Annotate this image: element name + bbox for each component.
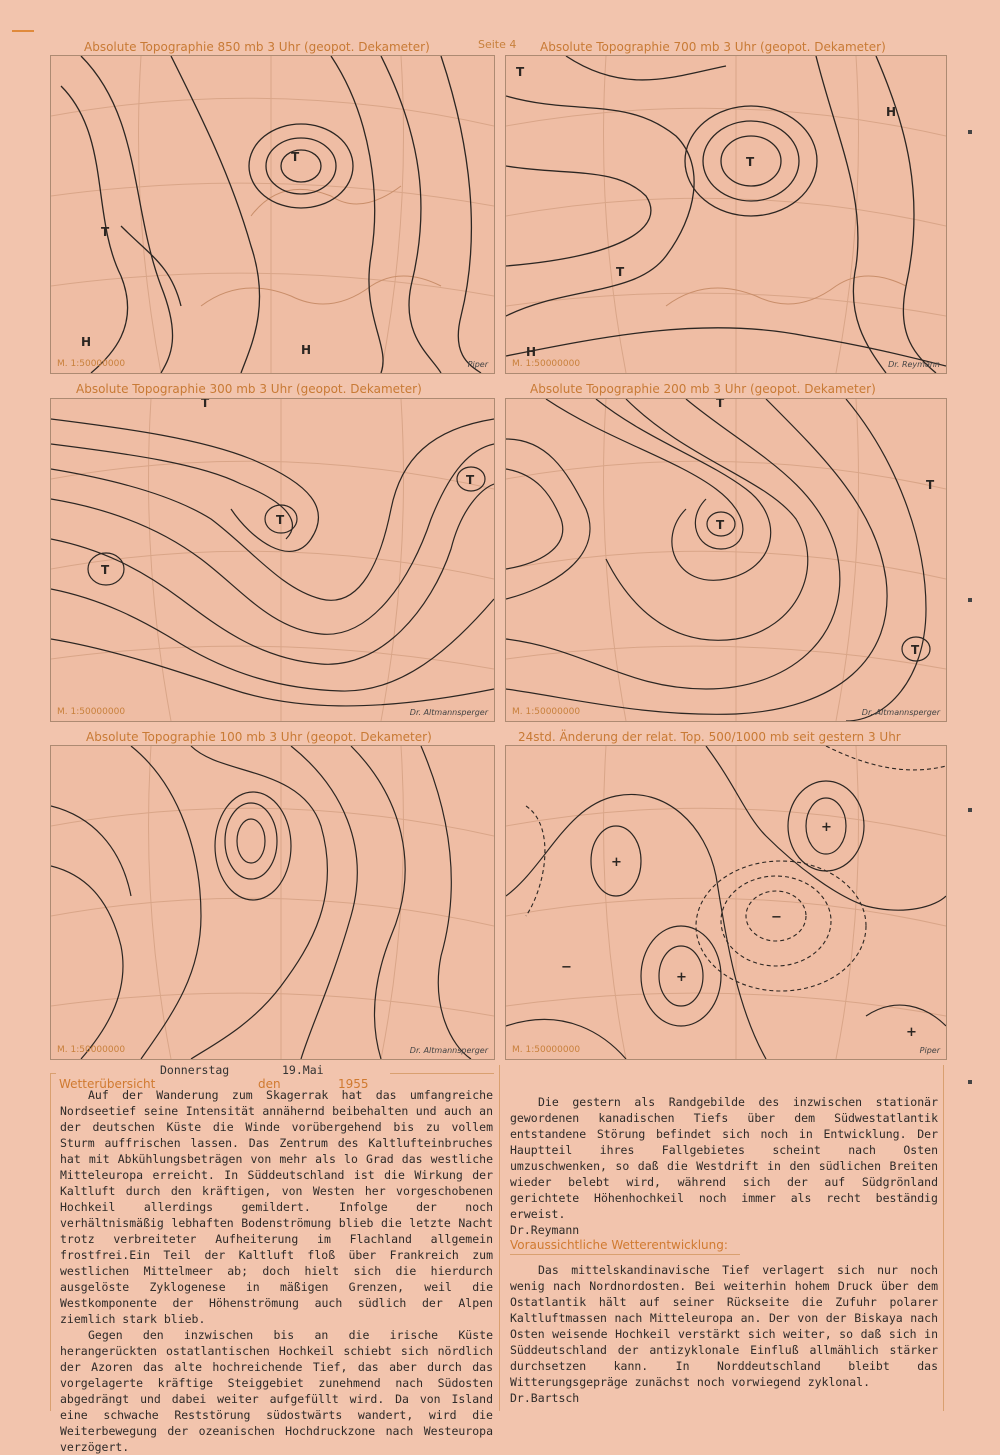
svg-text:T: T [466,473,475,487]
overview-text-left [60,1087,493,1455]
svg-text:T: T [716,518,725,532]
overview-title-join: den [258,1077,281,1091]
forecast-title: Voraussichtliche Wetterentwicklung: [510,1238,728,1252]
edge-punch-mark [968,808,972,812]
svg-text:H: H [301,343,312,357]
map-850mb-credit: Piper [467,360,488,369]
overview-signature: Dr.Reymann [510,1223,580,1237]
svg-text:T: T [746,155,755,169]
date-weekday: Donnerstag [160,1063,230,1077]
svg-text:T: T [101,225,110,239]
forecast-paragraph: Das mittelskandinavische Tief verlagert sich nur noch wenig nach Nordnordosten. Bei weiterhin hohem Druck über dem Ostatlantik hält auf seiner Rückseite die Zufuhr polarer Kaltluftmassen nach Mitteleuropa an. Der von der Biskaya nach Osten weisende Hochkeil verstärkt sich weiter, so daß sich in Süddeutschland der antizyklonale Einfluß allmählich stärker durchsetzen kann. In Norddeutschland bleibt das Witterungsgepräge zunächst noch vorwiegend zyklonal. [510,1263,938,1389]
svg-text:T: T [101,563,110,577]
svg-text:+: + [906,1025,917,1040]
svg-text:T: T [616,265,625,279]
date-day: 19.Mai [282,1063,324,1077]
map-200mb-contours [506,399,946,721]
edge-punch-mark [968,1080,972,1084]
map-100mb-scale: M. 1:50000000 [57,1045,126,1055]
edge-punch-mark [968,130,972,134]
svg-text:T: T [276,513,285,527]
forecast-text [510,1262,938,1406]
map-change-contours [506,746,946,1059]
map-100mb-credit: Dr. Altmannsperger [409,1046,488,1055]
map-300mb-credit: Dr. Altmannsperger [409,708,488,717]
svg-text:+: + [676,970,687,985]
map-change-500-1000 [505,745,947,1060]
map-title-700mb: Absolute Topographie 700 mb 3 Uhr (geopot. Dekameter) [540,40,886,54]
map-title-200mb: Absolute Topographie 200 mb 3 Uhr (geopot. Dekameter) [530,382,876,396]
map-850mb [50,55,495,374]
map-change-scale: M. 1:50000000 [512,1045,581,1055]
map-850mb-scale: M. 1:50000000 [57,359,126,369]
frame-line [390,1073,494,1074]
overview-year: 1955 [338,1077,369,1091]
frame-line [50,1073,51,1411]
forecast-signature: Dr.Bartsch [510,1391,580,1405]
map-300mb-scale: M. 1:50000000 [57,707,126,717]
map-200mb-credit: Dr. Altmannsperger [861,708,940,717]
svg-text:H: H [886,105,897,119]
svg-text:T: T [926,478,935,492]
map-100mb-contours [51,746,494,1059]
svg-text:T: T [201,399,210,410]
map-200mb-scale: M. 1:50000000 [512,707,581,717]
column-divider [499,1065,500,1411]
map-850mb-contours [51,56,494,373]
overview-text-right [510,1094,938,1238]
svg-text:−: − [771,910,782,925]
map-700mb-credit: Dr. Reymann [888,360,940,369]
overview-paragraph-3: Die gestern als Randgebilde des inzwischen stationär gewordenen kanadischen Tiefs über dem Südwestatlantik entstandene Störung befindet sich noch in Entwicklung. Der Hauptteil ihres Fallgebietes scheint nach Osten umzuschwenken, so daß die Westdrift in den südlichen Breiten wieder belebt wird, während sich der auf Südgrönland gerichtete Höhenhochkeil noch immer als recht beständig erweist. [510,1095,938,1221]
svg-text:T: T [516,65,525,79]
map-title-300mb: Absolute Topographie 300 mb 3 Uhr (geopot. Dekameter) [76,382,422,396]
map-300mb-contours [51,399,494,721]
svg-text:T: T [291,150,300,164]
map-200mb [505,398,947,722]
frame-line [943,1065,944,1411]
map-title-change: 24std. Änderung der relat. Top. 500/1000 mb seit gestern 3 Uhr [518,730,901,744]
map-300mb [50,398,495,722]
map-700mb [505,55,947,374]
svg-text:+: + [821,820,832,835]
map-100mb [50,745,495,1060]
svg-text:+: + [611,855,622,870]
edge-punch-mark [968,598,972,602]
corner-mark [12,30,34,32]
map-change-credit: Piper [919,1046,940,1055]
map-title-850mb: Absolute Topographie 850 mb 3 Uhr (geopot. Dekameter) [84,40,430,54]
forecast-title-underline [510,1254,740,1255]
map-title-100mb: Absolute Topographie 100 mb 3 Uhr (geopot. Dekameter) [86,730,432,744]
overview-title: Wetterübersicht [59,1077,156,1091]
overview-paragraph-1: Auf der Wanderung zum Skagerrak hat das umfangreiche Nordseetief seine Intensität annähernd beibehalten und auch an der deutschen Küste die Winde vorübergehend bis zu vollem Sturm auffrischen lassen. Das Zentrum des Kaltlufteinbruches hat mit Abkühlungsbeträgen von mehr als lo Grad das westliche Mitteleuropa erreicht. In Süddeutschland ist die Wirkung der Kaltluft durch den kräftigen, von Westen her vorgeschobenen Hochkeil allerdings gemildert. Infolge der noch verhältnismäßig lebhaften Bodenströmung blieb die letzte Nacht trotz verbreiteter Aufheiterung im Flachland allgemein frostfrei.Ein Teil der Kaltluft floß über Frankreich zum westlichen Mittelmeer ab; doch hielt sich die hierdurch ausgelöste Zyklogenese in mäßigen Grenzen, weil die Westkomponente der Höhenströmung auch südlich der Alpen ziemlich stark blieb. [60,1088,493,1326]
map-700mb-scale: M. 1:50000000 [512,359,581,369]
svg-text:H: H [81,335,92,349]
svg-text:T: T [911,643,920,657]
svg-text:−: − [561,960,572,975]
svg-text:H: H [526,345,537,359]
overview-paragraph-2: Gegen den inzwischen bis an die irische Küste herangerückten ostatlantischen Hochkeil schiebt sich nördlich der Azoren das alte hochreichende Tief, das aber durch das vorgelagerte kräftige Steiggebiet zunehmend nach Südosten abgedrängt und dabei weiter aufgefüllt wird. Da von Island eine schwache Reststörung südostwärts wandert, wird die Weiterbewegung der ozeanischen Hochdruckzone nach Westeuropa verzögert. [60,1328,493,1454]
page-number: Seite 4 [478,38,517,51]
map-700mb-contours [506,56,946,373]
svg-text:T: T [716,399,725,410]
